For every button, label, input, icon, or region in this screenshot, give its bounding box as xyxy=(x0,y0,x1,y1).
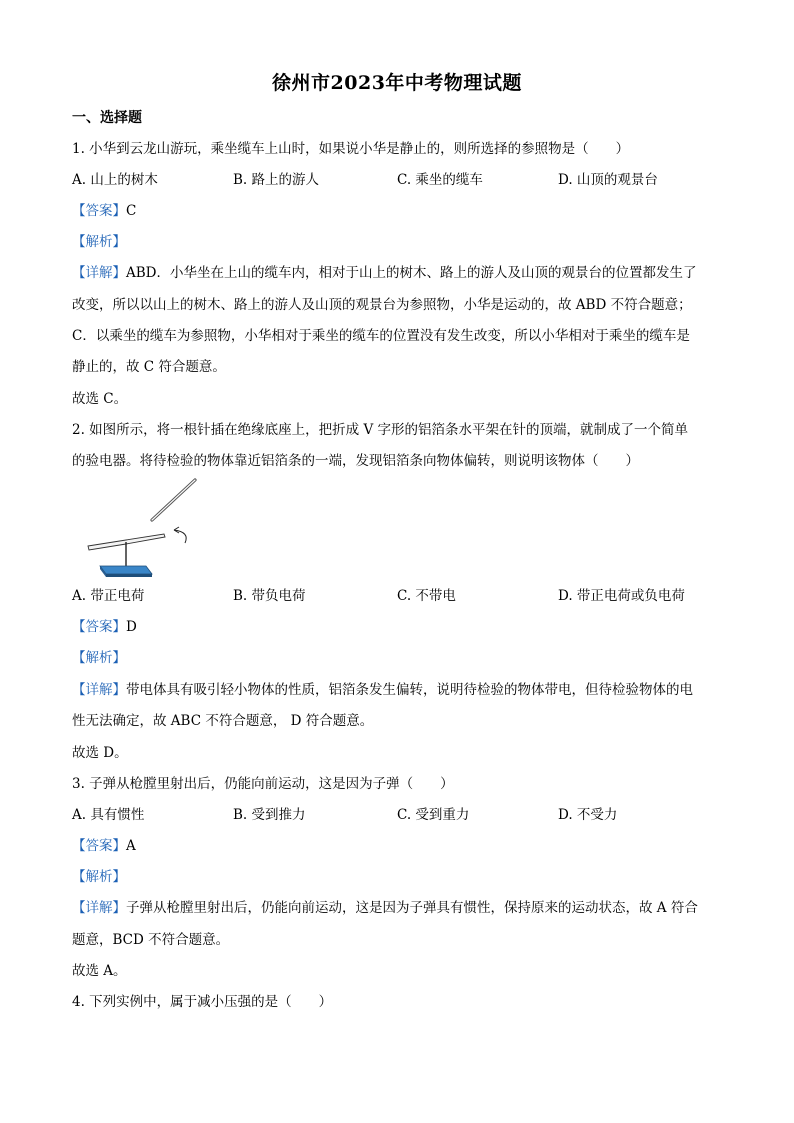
q3-answer xyxy=(72,836,136,856)
q3-option-d: D. 不受力 xyxy=(558,807,618,823)
q1-detail-line: 改变，所以以山上的树木、路上的游人及山顶的观景台为参照物，小华是运动的，故 ABD 不符合题意； xyxy=(72,297,692,313)
q1-option-c: C. 乘坐的缆车 xyxy=(397,172,483,188)
section-heading: 一、选择题 xyxy=(72,110,142,126)
analysis-tag: 【解析】 xyxy=(72,650,126,666)
q2-detail-line xyxy=(72,680,693,700)
q1-detail-line: 静止的，故 C 符合题意。 xyxy=(72,359,226,375)
q2-stem-line: 的验电器。将待检验的物体靠近铝箔条的一端，发现铝箔条向物体偏转，则说明该物体（ ） xyxy=(72,453,639,469)
q3-detail-line xyxy=(72,898,698,918)
answer-value: C xyxy=(126,203,137,219)
q3-stem: 3. 子弹从枪膛里射出后，仍能向前运动，这是因为子弹（ ） xyxy=(72,776,454,792)
q2-conclusion: 故选 D。 xyxy=(72,745,128,761)
analysis-tag: 【解析】 xyxy=(72,234,126,250)
q3-conclusion: 故选 A。 xyxy=(72,963,127,979)
q4-stem: 4. 下列实例中，属于减小压强的是（ ） xyxy=(72,994,333,1010)
q1-option-b: B. 路上的游人 xyxy=(233,172,320,188)
insulating-base xyxy=(100,566,152,574)
q1-detail-line xyxy=(72,263,697,283)
q2-option-b: B. 带负电荷 xyxy=(233,588,306,604)
q2-detail-line: 性无法确定，故 ABC 不符合题意， D 符合题意。 xyxy=(72,713,374,729)
q2-option-a: A. 带正电荷 xyxy=(72,588,145,604)
answer-value: D xyxy=(126,619,137,635)
q2-option-c: C. 不带电 xyxy=(397,588,456,604)
q3-analysis xyxy=(72,867,126,887)
q2-analysis xyxy=(72,648,126,668)
answer-tag: 【答案】 xyxy=(72,619,126,635)
detail-tag: 【详解】 xyxy=(72,265,126,281)
q1-stem: 1. 小华到云龙山游玩，乘坐缆车上山时，如果说小华是静止的，则所选择的参照物是（ ） xyxy=(72,141,630,157)
q1-conclusion: 故选 C。 xyxy=(72,391,128,407)
q1-analysis xyxy=(72,232,126,252)
answer-tag: 【答案】 xyxy=(72,838,126,854)
deflection-arrow-icon xyxy=(174,530,186,543)
q3-option-a: A. 具有惯性 xyxy=(72,807,145,823)
page-title: 徐州市2023年中考物理试题 xyxy=(272,72,522,94)
electroscope-figure xyxy=(82,478,232,582)
q3-detail-line: 题意，BCD 不符合题意。 xyxy=(72,932,230,948)
detail-text: ABD．小华坐在上山的缆车内，相对于山上的树木、路上的游人及山顶的观景台的位置都发生了 xyxy=(126,265,697,281)
detail-text: 带电体具有吸引轻小物体的性质，铝箔条发生偏转，说明待检验的物体带电，但待检验物体的电 xyxy=(126,682,693,698)
q2-answer xyxy=(72,617,137,637)
q2-stem-line: 2. 如图所示，将一根针插在绝缘底座上，把折成 V 字形的铝箔条水平架在针的顶端，就制成了一个简单 xyxy=(72,422,689,438)
detail-text: 子弹从枪膛里射出后，仍能向前运动，这是因为子弹具有惯性，保持原来的运动状态，故 A 符合 xyxy=(126,900,698,916)
analysis-tag: 【解析】 xyxy=(72,869,126,885)
q3-option-c: C. 受到重力 xyxy=(397,807,470,823)
q1-answer xyxy=(72,201,136,221)
detail-tag: 【详解】 xyxy=(72,900,126,916)
detail-tag: 【详解】 xyxy=(72,682,126,698)
answer-tag: 【答案】 xyxy=(72,203,126,219)
q1-option-d: D. 山顶的观景台 xyxy=(558,172,658,188)
q2-option-d: D. 带正电荷或负电荷 xyxy=(558,588,685,604)
answer-value: A xyxy=(126,838,136,854)
q1-option-a: A. 山上的树木 xyxy=(72,172,158,188)
q1-detail-line: C．以乘坐的缆车为参照物，小华相对于乘坐的缆车的位置没有发生改变，所以小华相对于乘坐的缆车是 xyxy=(72,328,690,344)
q3-option-b: B. 受到推力 xyxy=(233,807,306,823)
